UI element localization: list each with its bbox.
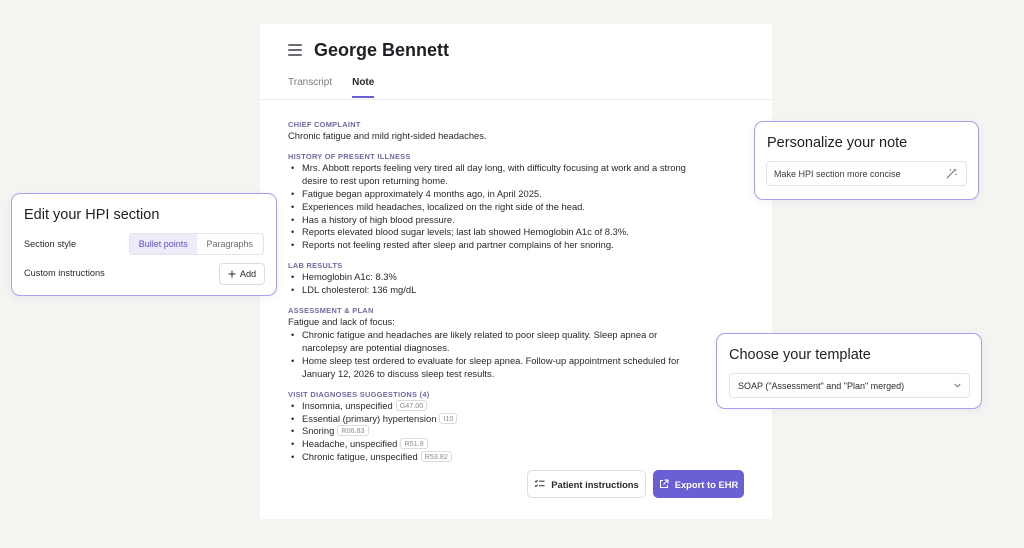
diagnosis-item — [288, 400, 688, 413]
template-select-value: SOAP ("Assessment" and "Plan" merged) — [738, 380, 905, 391]
assessment-item: • Home sleep test ordered to evaluate for sleep apnea. Follow-up appointment scheduled for January 12, 2026 to discuss sleep test results. — [288, 355, 688, 381]
personalize-title: Personalize your note — [767, 135, 908, 151]
assessment-item: • Chronic fatigue and headaches are likely related to poor sleep quality. Sleep apnea or narcolepsy are potential diagnoses. — [288, 329, 688, 355]
note-tabs — [288, 77, 374, 98]
chevron-down-icon — [954, 383, 961, 388]
diagnosis-label: Essential (primary) hypertension — [302, 412, 437, 424]
diagnosis-label: Chronic fatigue, unspecified — [302, 451, 418, 463]
section-heading-chief-complaint: CHIEF COMPLAINT — [288, 120, 361, 129]
add-custom-instructions-button[interactable] — [219, 263, 265, 285]
add-label: Add — [239, 269, 257, 279]
diagnosis-label: Headache, unspecified — [302, 438, 398, 450]
note-card — [260, 24, 772, 519]
section-heading-assessment: ASSESSMENT & PLAN — [288, 306, 374, 316]
wand-icon[interactable] — [945, 167, 958, 180]
template-title: Choose your template — [729, 347, 871, 363]
chief-complaint-text: Chronic fatigue and mild right-sided headaches. — [288, 130, 487, 141]
template-panel — [716, 333, 982, 409]
diagnosis-code-badge: R51.9 — [400, 438, 427, 449]
personalize-input[interactable] — [766, 161, 967, 186]
section-style-label: Section style — [24, 239, 77, 249]
export-to-ehr-button[interactable] — [653, 470, 744, 498]
hpi-item: • Reports not feeling rested after sleep and partner complains of her snoring. — [288, 239, 688, 252]
note-header — [260, 24, 772, 100]
diagnosis-code-badge: I10 — [439, 413, 457, 424]
personalize-panel — [754, 121, 979, 200]
labs-list — [288, 271, 688, 297]
template-select[interactable] — [729, 373, 970, 398]
section-style-toggle — [129, 233, 264, 255]
hpi-item: • Has a history of high blood pressure. — [288, 214, 688, 227]
diagnosis-code-badge: G47.00 — [396, 400, 428, 411]
diagnosis-item — [288, 438, 688, 451]
hpi-item: • Mrs. Abbott reports feeling very tired all day long, with difficulty focusing at work and a strong desire to rest upon returning home. — [288, 162, 688, 188]
diagnosis-label: Snoring — [302, 425, 335, 437]
hpi-item: • Experiences mild headaches, localized on the right side of the head. — [288, 201, 688, 214]
plus-icon — [228, 270, 236, 278]
hpi-item: • Fatigue began approximately 4 months ago, in April 2025. — [288, 188, 688, 201]
personalize-input-value: Make HPI section more concise — [774, 168, 901, 179]
lab-item: • LDL cholesterol: 136 mg/dL — [288, 284, 688, 297]
diagnosis-item — [288, 425, 688, 438]
diagnosis-code-badge: R53.82 — [421, 451, 452, 462]
tab-note[interactable]: Note — [352, 77, 374, 98]
hpi-list — [288, 162, 688, 252]
hpi-item: • Reports elevated blood sugar levels; last lab showed Hemoglobin A1c of 8.3%. — [288, 226, 688, 239]
diagnosis-item — [288, 413, 688, 426]
export-label: Export to EHR — [674, 478, 739, 490]
edit-hpi-title: Edit your HPI section — [24, 207, 160, 223]
note-body — [288, 120, 688, 464]
list-check-icon — [534, 479, 545, 489]
custom-instructions-label: Custom instructions — [24, 268, 105, 278]
patient-instructions-button[interactable] — [527, 470, 646, 498]
tab-transcript[interactable]: Transcript — [288, 77, 333, 88]
diagnosis-code-badge: R06.83 — [337, 425, 368, 436]
diagnosis-item — [288, 451, 688, 464]
menu-icon[interactable] — [288, 44, 302, 56]
style-option-bullet-points[interactable]: Bullet points — [130, 234, 197, 254]
patient-name: George Bennett — [314, 40, 450, 60]
lab-item: • Hemoglobin A1c: 8.3% — [288, 271, 688, 284]
section-heading-labs: LAB RESULTS — [288, 261, 343, 271]
assessment-list — [288, 329, 688, 381]
edit-hpi-panel — [11, 193, 277, 296]
external-link-icon — [659, 479, 669, 489]
section-heading-hpi: HISTORY OF PRESENT ILLNESS — [288, 151, 411, 161]
assessment-intro: Fatigue and lack of focus: — [288, 316, 395, 328]
patient-instructions-label: Patient instructions — [551, 478, 639, 490]
diagnoses-list — [288, 400, 688, 465]
section-heading-diagnoses: VISIT DIAGNOSES SUGGESTIONS (4) — [288, 389, 430, 399]
diagnosis-label: Insomnia, unspecified — [302, 399, 393, 411]
style-option-paragraphs[interactable]: Paragraphs — [206, 239, 254, 249]
